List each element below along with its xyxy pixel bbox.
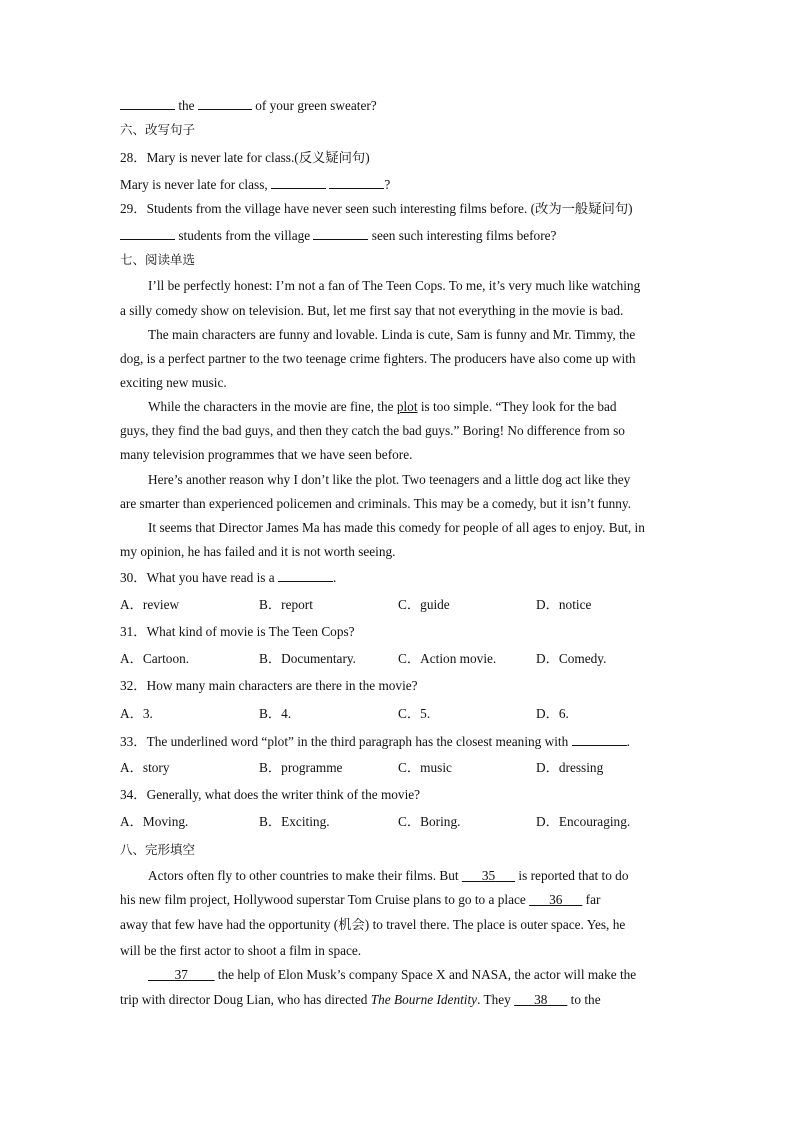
option-d[interactable]: D．Encouraging. — [536, 814, 631, 829]
cloze-line: his new film project, Hollywood superstar Tom Cruise plans to go to a place 36 far — [120, 892, 601, 907]
option-a[interactable]: A．3. — [120, 706, 153, 721]
option-c[interactable]: C．music — [398, 760, 452, 775]
option-b[interactable]: B．4. — [259, 706, 292, 721]
question-33: 33．The underlined word “plot” in the third paragraph has the closest meaning with . — [120, 734, 630, 749]
option-d[interactable]: D．6. — [536, 706, 569, 721]
answer-blank[interactable] — [572, 733, 627, 746]
option-d[interactable]: D．notice — [536, 597, 592, 612]
cloze-line: 37 the help of Elon Musk’s company Space X and NASA, the actor will make the — [148, 967, 636, 983]
option-b[interactable]: B．report — [259, 597, 313, 612]
cloze-line: Actors often fly to other countries to make their films. But 35 is reported that to do — [148, 868, 629, 883]
question-34: 34．Generally, what does the writer think of the movie? — [120, 787, 421, 802]
answer-blank[interactable] — [271, 176, 326, 189]
cloze-blank-35[interactable]: 35 — [481, 868, 496, 883]
option-c[interactable]: C．Action movie. — [398, 651, 497, 666]
option-a[interactable]: A．story — [120, 760, 170, 775]
answer-line-29: students from the village seen such interesting films before? — [120, 227, 556, 244]
answer-blank[interactable] — [120, 97, 175, 110]
answer-blank[interactable] — [313, 227, 368, 240]
question-32: 32．How many main characters are there in the movie? — [120, 678, 418, 693]
option-b[interactable]: B．Documentary. — [259, 651, 356, 666]
cloze-line: will be the first actor to shoot a film in space. — [120, 943, 362, 958]
passage-line: a silly comedy show on television. But, let me first say that not everything in the movie is bad. — [120, 303, 624, 318]
option-a[interactable]: A．review — [120, 597, 180, 612]
passage-line: are smarter than experienced policemen and criminals. This may be a comedy, but it isn’t funny. — [120, 496, 632, 511]
option-b[interactable]: B．Exciting. — [259, 814, 330, 829]
option-c[interactable]: C．Boring. — [398, 814, 461, 829]
question-31: 31．What kind of movie is The Teen Cops? — [120, 624, 355, 639]
cloze-blank-36[interactable]: 36 — [549, 892, 563, 907]
passage-line: Here’s another reason why I don’t like the plot. Two teenagers and a little dog act like they — [148, 472, 631, 487]
passage-line: It seems that Director James Ma has made this comedy for people of all ages to enjoy. But, in — [148, 520, 645, 535]
cloze-line: away that few have had the opportunity (机会) to travel there. The place is outer space. Yes, he — [120, 917, 626, 932]
section-heading-cloze: 八、完形填空 — [120, 842, 196, 857]
option-a[interactable]: A．Cartoon. — [120, 651, 190, 666]
answer-blank[interactable] — [329, 176, 384, 189]
passage-line: guys, they find the bad guys, and then they catch the bad guys.” Boring! No difference from so — [120, 423, 625, 438]
question-30: 30．What you have read is a . — [120, 570, 337, 585]
passage-line: many television programmes that we have seen before. — [120, 447, 413, 462]
cloze-blank-38[interactable]: 38 — [534, 992, 548, 1007]
answer-blank[interactable] — [198, 97, 252, 110]
question-28: 28．Mary is never late for class.(反义疑问句) — [120, 150, 370, 165]
passage-line: exciting new music. — [120, 375, 227, 390]
cloze-blank-37[interactable]: 37 — [174, 967, 188, 982]
answer-blank[interactable] — [120, 227, 175, 240]
option-d[interactable]: D．dressing — [536, 760, 604, 775]
answer-blank[interactable] — [278, 569, 333, 582]
passage-line: The main characters are funny and lovable. Linda is cute, Sam is funny and Mr. Timmy, the — [148, 327, 636, 342]
option-c[interactable]: C．guide — [398, 597, 450, 612]
passage-line: my opinion, he has failed and it is not worth seeing. — [120, 544, 396, 559]
option-c[interactable]: C．5. — [398, 706, 431, 721]
film-title: The Bourne Identity — [370, 992, 478, 1007]
cloze-line: trip with director Doug Lian, who has directed The Bourne Identity. They 38 to the — [120, 992, 601, 1007]
passage-line: I’ll be perfectly honest: I’m not a fan of The Teen Cops. To me, it’s very much like watching — [148, 278, 641, 293]
section-heading-rewrite: 六、改写句子 — [120, 122, 196, 137]
option-d[interactable]: D．Comedy. — [536, 651, 607, 666]
answer-line-28: Mary is never late for class, ? — [120, 177, 391, 192]
passage-line: dog, is a perfect partner to the two teenage crime fighters. The producers have also come up with — [120, 351, 636, 366]
passage-line: While the characters in the movie are fine, the plot is too simple. “They look for the bad — [148, 399, 617, 414]
underlined-word-plot: plot — [396, 399, 418, 414]
option-a[interactable]: A．Moving. — [120, 814, 189, 829]
section-heading-reading: 七、阅读单选 — [120, 252, 196, 267]
sweater-question-line: the of your green sweater? — [120, 97, 377, 114]
option-b[interactable]: B．programme — [259, 760, 343, 775]
question-29: 29．Students from the village have never seen such interesting films before. (改为一般疑问句) — [120, 201, 633, 216]
